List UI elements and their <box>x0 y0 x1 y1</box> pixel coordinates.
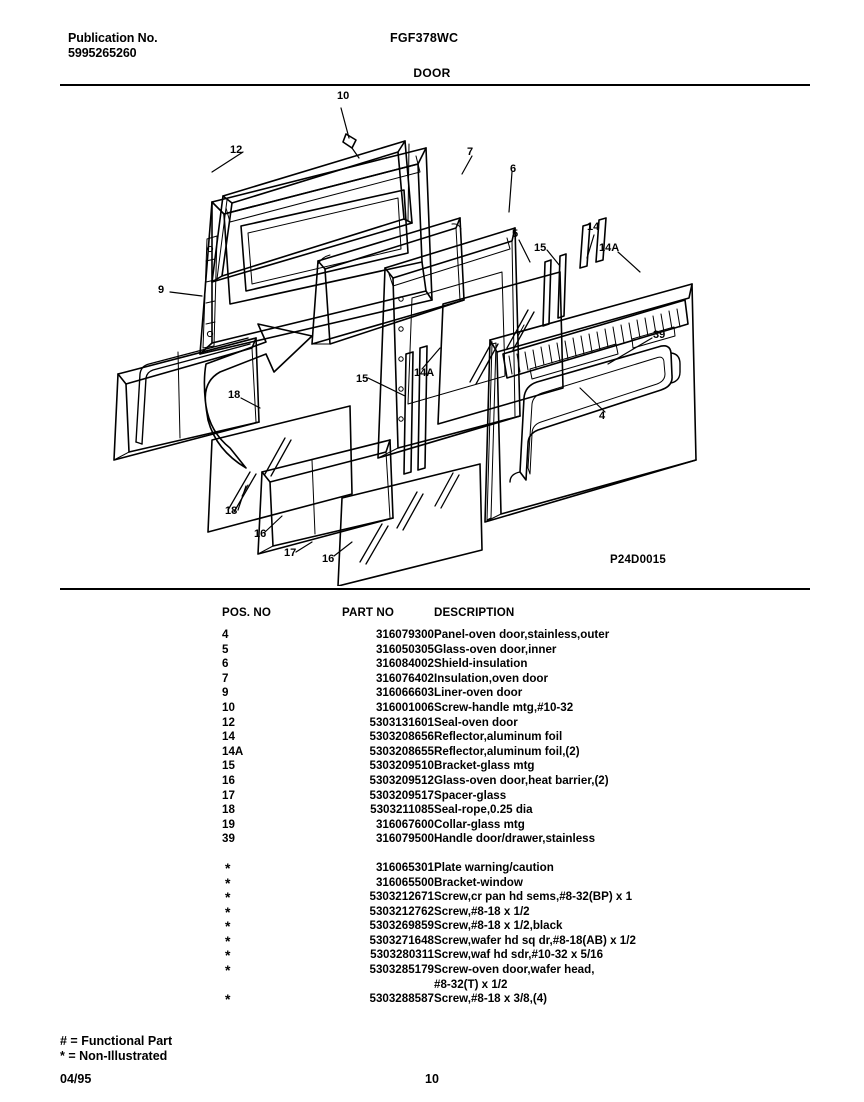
diagram-svg <box>60 86 810 586</box>
table-row <box>222 919 636 934</box>
cell-part: 316084002 <box>375 657 434 671</box>
cell-part: 5303269859 <box>369 919 434 933</box>
cell-pos: 7 <box>222 671 229 685</box>
callout-18-lower: 18 <box>225 505 238 518</box>
cell-description: Insulation,oven door <box>434 671 549 685</box>
cell-pos: 14A <box>222 744 244 758</box>
table-header-row <box>222 606 636 628</box>
cell-part: 316067600 <box>375 817 434 831</box>
table-row <box>222 759 636 774</box>
table-row <box>222 774 636 789</box>
callout-16-lower: 16 <box>322 553 335 566</box>
non-illustrated-marker: * <box>225 874 231 891</box>
cell-description: Screw,wafer hd sq dr,#8-18(AB) x 1/2 <box>434 933 636 947</box>
non-illustrated-marker: * <box>225 903 231 920</box>
non-illustrated-marker: * <box>225 889 231 906</box>
legend-functional-part: # = Functional Part <box>60 1034 173 1048</box>
publication-label: Publication No. <box>68 31 158 45</box>
cell-pos: 9 <box>222 686 229 700</box>
cell-part: 5303209512 <box>369 773 434 787</box>
cell-description: Spacer-glass <box>434 788 507 802</box>
table-divider <box>60 588 810 590</box>
cell-part: 316050305 <box>375 642 434 656</box>
table-row <box>222 861 636 876</box>
callout-4: 4 <box>599 410 606 423</box>
cell-part: 5303131601 <box>369 715 434 729</box>
callout-14a-lower: 14A <box>414 367 435 380</box>
cell-pos: 12 <box>222 715 235 729</box>
callout-10: 10 <box>337 90 350 103</box>
footer-date: 04/95 <box>60 1072 92 1086</box>
cell-pos: 17 <box>222 788 235 802</box>
cell-description: Plate warning/caution <box>434 860 554 874</box>
cell-part: 316001006 <box>375 700 434 714</box>
cell-description: Screw-handle mtg,#10-32 <box>434 700 574 714</box>
cell-pos: 15 <box>222 759 235 773</box>
non-illustrated-marker: * <box>225 918 231 935</box>
cell-description: Shield-insulation <box>434 657 528 671</box>
publication-number: 5995265260 <box>68 46 137 60</box>
table-row <box>222 948 636 963</box>
non-illustrated-marker: * <box>225 947 231 964</box>
exploded-parts-diagram <box>60 86 810 586</box>
part-screw-handle-mtg <box>341 108 359 158</box>
table-row <box>222 963 636 978</box>
cell-part: 5303271648 <box>369 933 434 947</box>
cell-pos: 10 <box>222 700 235 714</box>
cell-description: Screw,cr pan hd sems,#8-32(BP) x 1 <box>434 890 633 904</box>
cell-part: 5303211085 <box>370 803 434 817</box>
cell-description: Reflector,aluminum foil <box>434 730 563 744</box>
cell-part: 5303212671 <box>369 890 434 904</box>
cell-description: Panel-oven door,stainless,outer <box>434 628 610 641</box>
cell-part: 5303209510 <box>369 759 434 773</box>
cell-description: Seal-oven door <box>434 715 518 729</box>
cell-part: 316079300 <box>375 628 434 641</box>
cell-part: 316065500 <box>375 875 434 889</box>
cell-pos: 4 <box>222 628 229 641</box>
cell-description: Seal-rope,0.25 dia <box>434 803 533 817</box>
table-row <box>222 905 636 920</box>
cell-description-continued: #8-32(T) x 1/2 <box>434 977 508 991</box>
table-row <box>222 701 636 716</box>
callout-15-lower: 15 <box>356 373 369 386</box>
cell-pos: 18 <box>222 803 235 817</box>
table-row <box>222 686 636 701</box>
column-header-pos: POS. NO <box>222 606 272 619</box>
cell-description: Screw,#8-18 x 1/2 <box>434 904 530 918</box>
cell-pos: 19 <box>222 817 235 831</box>
cell-description: Screw,#8-18 x 3/8,(4) <box>434 992 547 1006</box>
column-header-part: PART NO <box>342 606 395 619</box>
non-illustrated-marker: * <box>225 991 231 1008</box>
cell-description: Liner-oven door <box>434 686 523 700</box>
table-row <box>222 716 636 731</box>
cell-part: 316079500 <box>375 832 434 846</box>
cell-description: Bracket-window <box>434 875 523 889</box>
legend-non-illustrated: * = Non-Illustrated <box>60 1049 168 1063</box>
non-illustrated-marker: * <box>225 859 231 876</box>
table-row <box>222 890 636 905</box>
footer-page-number: 10 <box>425 1072 439 1086</box>
cell-pos: 14 <box>222 730 235 744</box>
parts-table <box>222 606 636 1007</box>
table-row <box>222 628 636 643</box>
callout-5: 5 <box>512 228 519 241</box>
cell-part: 5303208656 <box>369 730 434 744</box>
cell-part: 316066603 <box>375 686 434 700</box>
section-title: DOOR <box>413 66 451 80</box>
callout-9: 9 <box>158 284 165 297</box>
cell-description: Reflector,aluminum foil,(2) <box>434 744 580 758</box>
callout-14: 14 <box>587 221 600 234</box>
callout-17: 17 <box>284 547 297 560</box>
table-row <box>222 818 636 833</box>
cell-description: Glass-oven door,heat barrier,(2) <box>434 773 609 787</box>
table-row <box>222 803 636 818</box>
table-section-gap <box>222 847 636 861</box>
cell-description: Handle door/drawer,stainless <box>434 832 596 846</box>
table-row <box>222 745 636 760</box>
table-row <box>222 934 636 949</box>
table-row-continuation <box>222 978 636 993</box>
cell-description: Screw,waf hd sdr,#10-32 x 5/16 <box>434 948 604 962</box>
table-row <box>222 730 636 745</box>
part-seal-oven-door <box>212 141 412 282</box>
table-row <box>222 789 636 804</box>
non-illustrated-marker: * <box>225 962 231 979</box>
callout-6: 6 <box>510 163 517 176</box>
parts-table-body <box>222 628 636 1007</box>
cell-description: Screw-oven door,wafer head, <box>434 963 595 977</box>
table-row <box>222 876 636 891</box>
cell-pos: 16 <box>222 773 235 787</box>
non-illustrated-marker: * <box>225 932 231 949</box>
table-row <box>222 643 636 658</box>
table-row <box>222 657 636 672</box>
callout-7: 7 <box>467 146 474 159</box>
cell-description: Glass-oven door,inner <box>434 642 557 656</box>
cell-pos: 5 <box>222 642 229 656</box>
cell-part: 5303208655 <box>369 744 434 758</box>
part-spacer-glass <box>258 440 393 554</box>
model-number: FGF378WC <box>390 31 459 45</box>
callout-18-upper: 18 <box>228 389 241 402</box>
column-header-description: DESCRIPTION <box>434 606 515 619</box>
cell-part: 5303280311 <box>370 948 434 962</box>
cell-part: 316065301 <box>375 860 434 874</box>
callout-14a-right: 14A <box>599 242 620 255</box>
parts-table-wrapper <box>0 606 864 1007</box>
table-row <box>222 992 636 1007</box>
callout-16-upper: 16 <box>254 528 267 541</box>
cell-pos: 39 <box>222 832 235 846</box>
cell-pos: 6 <box>222 657 229 671</box>
cell-part: 5303288587 <box>369 992 434 1006</box>
callout-12: 12 <box>230 144 243 157</box>
cell-part: 5303209517 <box>369 788 434 802</box>
cell-part: 5303285179 <box>369 963 434 977</box>
diagram-id: P24D0015 <box>610 554 666 566</box>
cell-description: Bracket-glass mtg <box>434 759 535 773</box>
table-row <box>222 832 636 847</box>
cell-description: Screw,#8-18 x 1/2,black <box>434 919 563 933</box>
callout-39: 39 <box>653 329 666 342</box>
cell-part: 5303212762 <box>369 904 434 918</box>
table-row <box>222 672 636 687</box>
part-bracket-glass-mtg <box>404 254 566 474</box>
cell-part: 316076402 <box>375 671 434 685</box>
cell-description: Collar-glass mtg <box>434 817 525 831</box>
callout-15-right: 15 <box>534 242 547 255</box>
